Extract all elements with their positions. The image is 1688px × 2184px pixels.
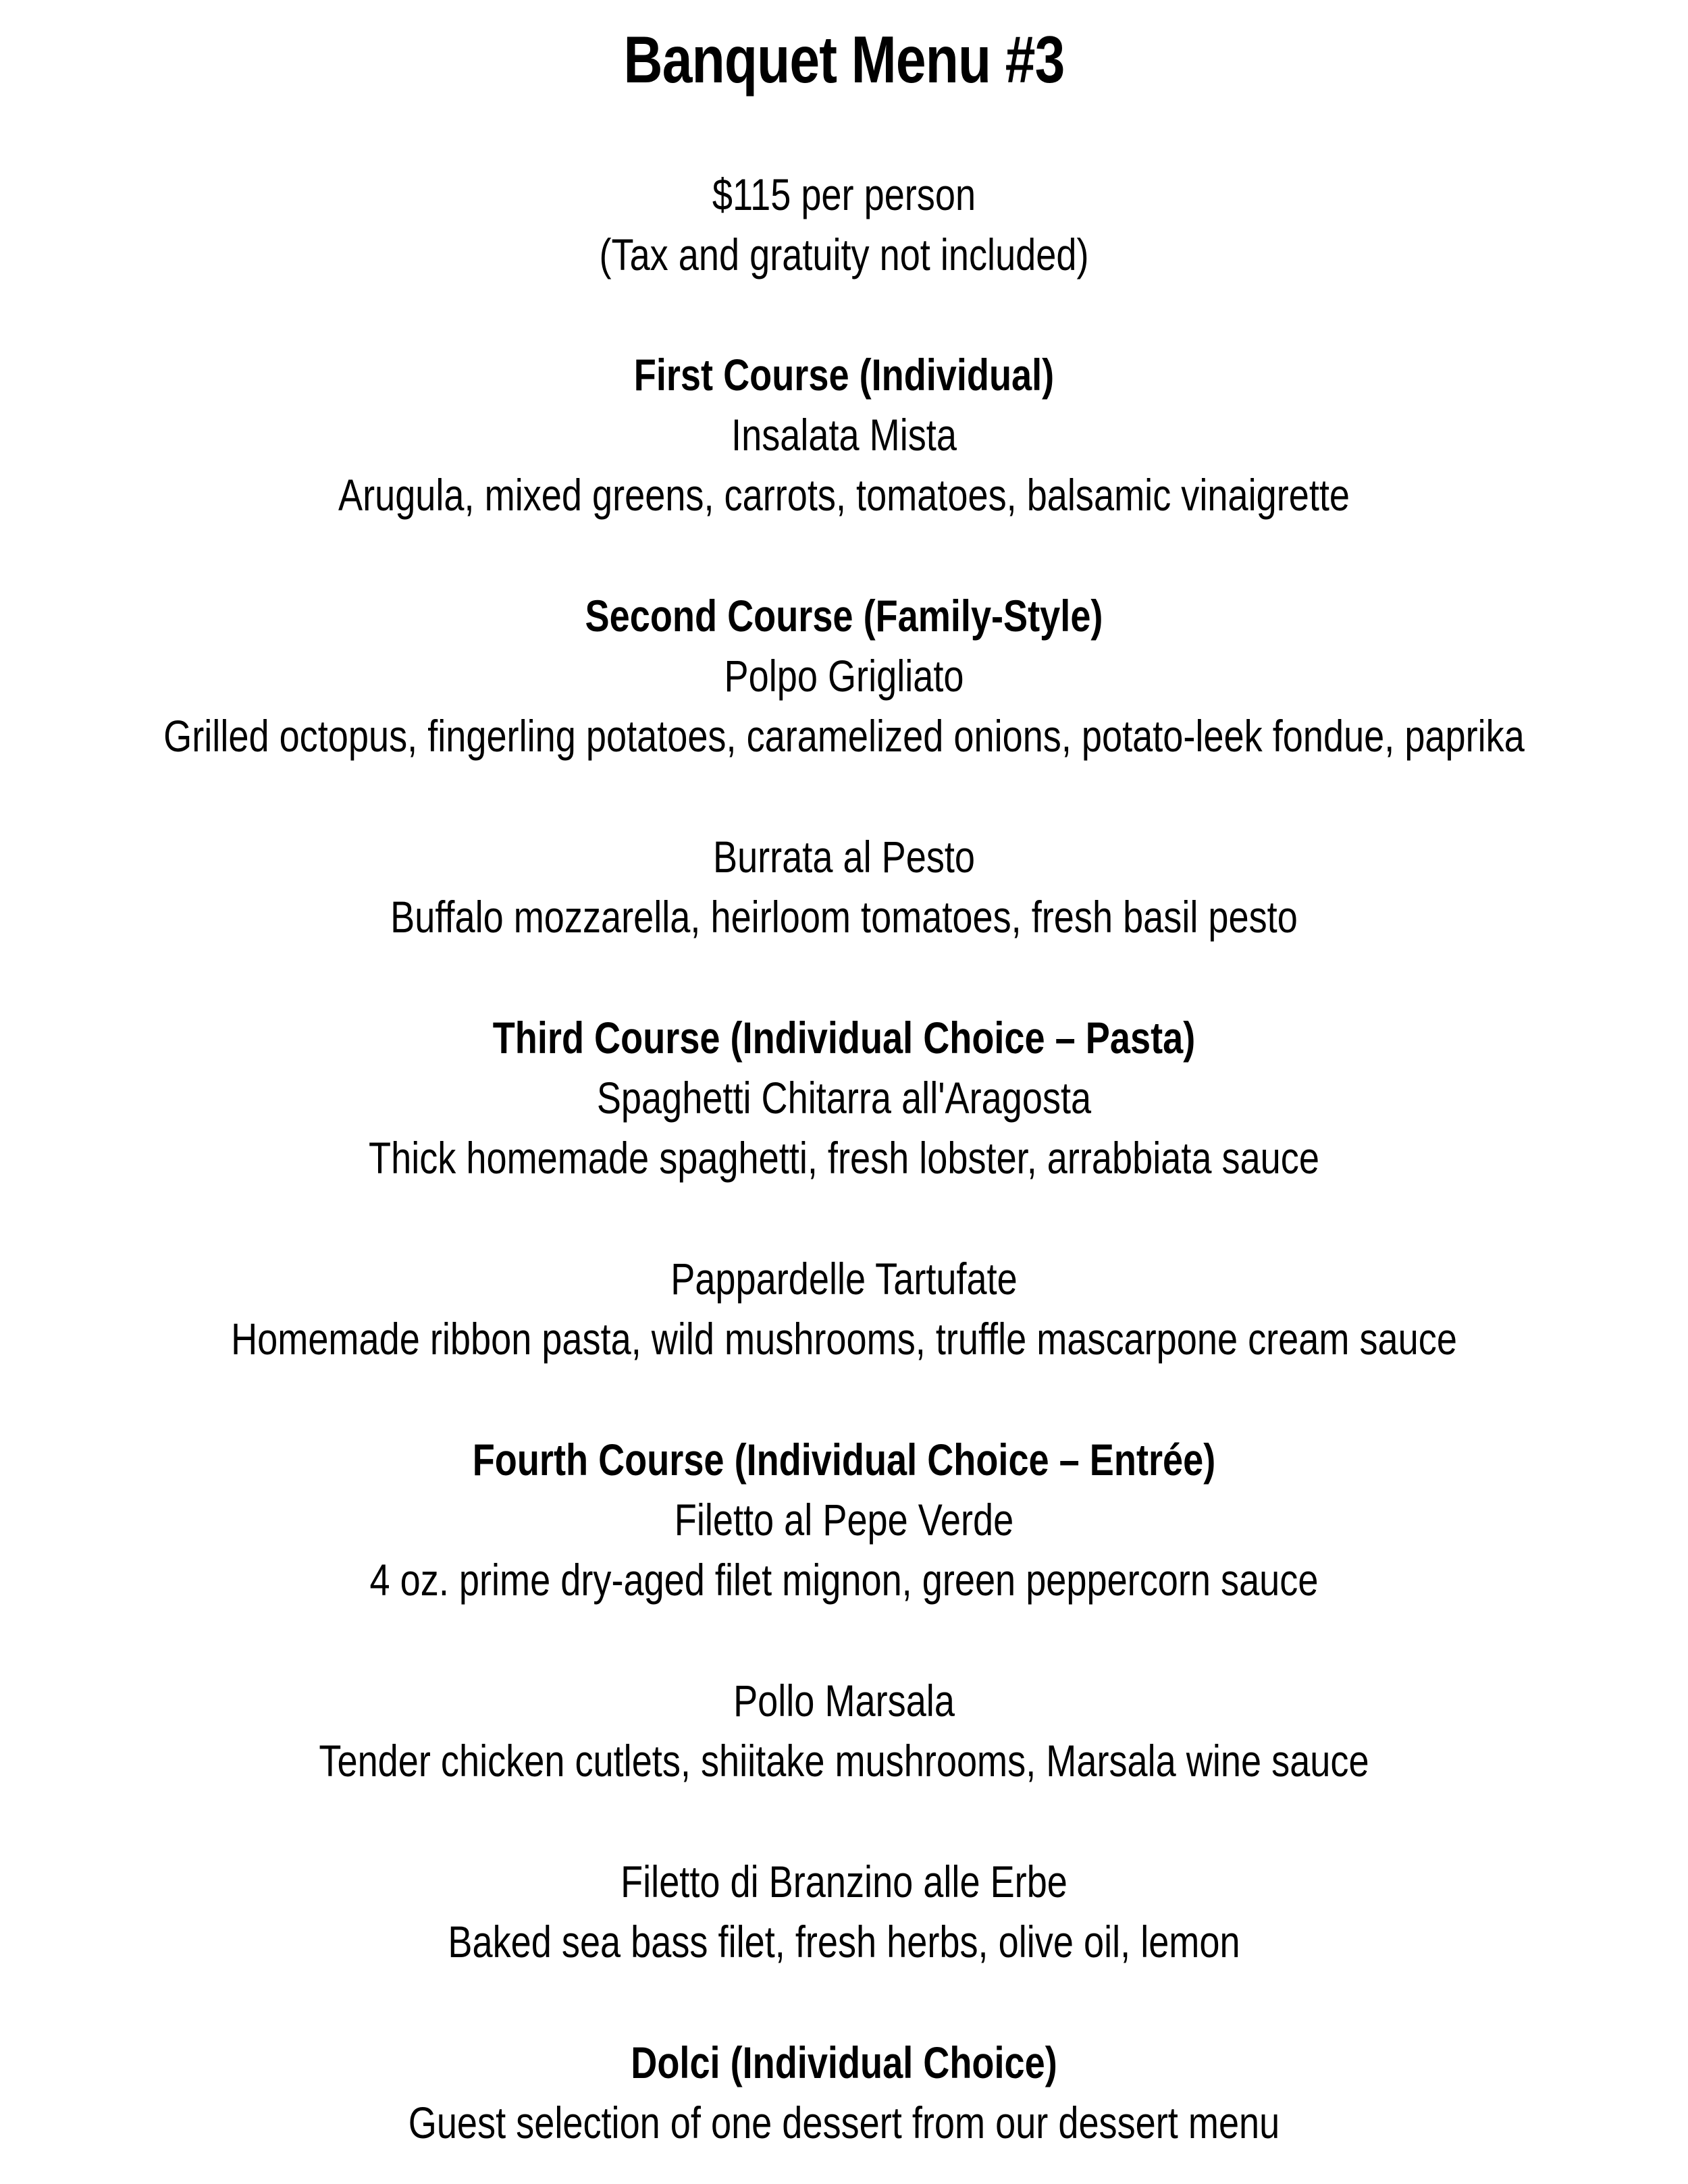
dish-description: Tender chicken cutlets, shiitake mushrooms, Marsala wine sauce bbox=[319, 1736, 1369, 1786]
dish-name: Filetto al Pepe Verde bbox=[674, 1495, 1014, 1545]
dish-name: Burrata al Pesto bbox=[712, 832, 976, 882]
dish-description: Thick homemade spaghetti, fresh lobster, arrabbiata sauce bbox=[369, 1133, 1319, 1183]
course-heading-fourth: Fourth Course (Individual Choice – Entrée) bbox=[472, 1435, 1216, 1485]
dish-description: Arugula, mixed greens, carrots, tomatoes, balsamic vinaigrette bbox=[338, 470, 1350, 520]
dish-name: Insalata Mista bbox=[731, 410, 957, 460]
dish-description: Grilled octopus, fingerling potatoes, caramelized onions, potato-leek fondue, paprika bbox=[163, 711, 1525, 761]
dish-description: Homemade ribbon pasta, wild mushrooms, truffle mascarpone cream sauce bbox=[231, 1314, 1457, 1364]
dish-description: Guest selection of one dessert from our dessert menu bbox=[408, 2098, 1280, 2148]
course-heading-dolci: Dolci (Individual Choice) bbox=[631, 2037, 1057, 2087]
dish-description: Baked sea bass filet, fresh herbs, olive oil, lemon bbox=[448, 1917, 1240, 1967]
dish-description: 4 oz. prime dry-aged filet mignon, green peppercorn sauce bbox=[369, 1555, 1319, 1605]
dish-name: Filetto di Branzino alle Erbe bbox=[621, 1857, 1067, 1907]
dish-name: Pollo Marsala bbox=[733, 1676, 955, 1726]
dish-name: Spaghetti Chitarra all'Aragosta bbox=[596, 1073, 1092, 1123]
dish-name: Pappardelle Tartufate bbox=[670, 1254, 1018, 1304]
course-heading-third: Third Course (Individual Choice – Pasta) bbox=[492, 1013, 1196, 1063]
dish-name: Polpo Grigliato bbox=[724, 651, 964, 701]
course-heading-second: Second Course (Family-Style) bbox=[585, 591, 1103, 641]
course-heading-first: First Course (Individual) bbox=[633, 350, 1055, 400]
dish-description: Buffalo mozzarella, heirloom tomatoes, fresh basil pesto bbox=[390, 892, 1298, 942]
price: $115 per person bbox=[712, 169, 976, 219]
price-note: (Tax and gratuity not included) bbox=[599, 230, 1089, 279]
menu-title: Banquet Menu #3 bbox=[623, 22, 1065, 97]
